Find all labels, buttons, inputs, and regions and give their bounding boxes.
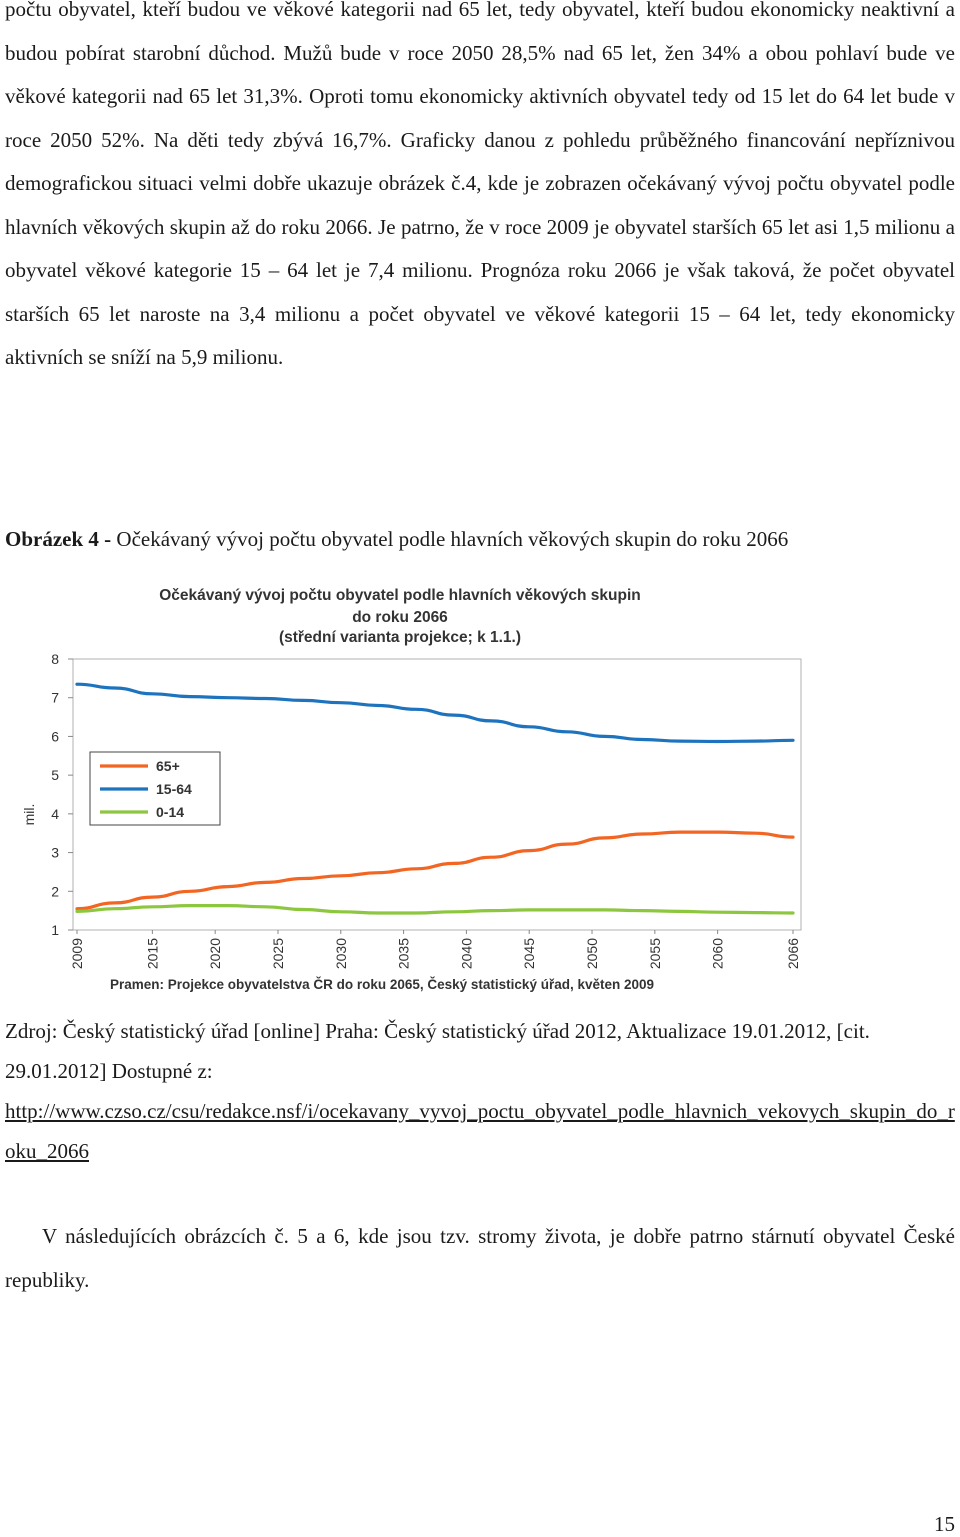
chart-legend bbox=[90, 752, 220, 825]
y-tick-label: 3 bbox=[51, 844, 59, 861]
y-tick-label: 2 bbox=[51, 883, 59, 900]
x-tick-label: 2066 bbox=[785, 938, 801, 970]
y-tick-label: 8 bbox=[51, 651, 59, 667]
page-number: 15 bbox=[934, 1512, 955, 1536]
x-tick-label: 2045 bbox=[521, 938, 538, 970]
chart-title bbox=[159, 587, 641, 646]
y-tick-label: 5 bbox=[51, 767, 59, 784]
body-paragraph-2: V následujících obrázcích č. 5 a 6, kde jsou tzv. stromy života, je dobře patrno stárnutí obyvatel České republiky. bbox=[5, 1224, 955, 1292]
x-tick-label: 2040 bbox=[458, 938, 475, 970]
figure-label: Obrázek 4 - bbox=[5, 527, 117, 551]
figure-caption-text: Očekávaný vývoj počtu obyvatel podle hlavních věkových skupin do roku 2066 bbox=[116, 527, 789, 551]
series-line-65+ bbox=[77, 832, 793, 909]
chart-title-line: Očekávaný vývoj počtu obyvatel podle hlavních věkových skupin bbox=[159, 587, 641, 604]
x-axis bbox=[69, 930, 801, 969]
legend-label: 15-64 bbox=[156, 781, 192, 797]
y-axis-label: mil. bbox=[21, 803, 37, 826]
y-tick-label: 6 bbox=[51, 728, 59, 745]
figure-caption bbox=[5, 527, 788, 552]
chart-source-footer: Pramen: Projekce obyvatelstva ČR do roku 2065, Český statistický úřad, květen 2009 bbox=[110, 977, 655, 992]
source-note bbox=[5, 1011, 955, 1171]
x-tick-label: 2030 bbox=[332, 938, 349, 970]
body-paragraph: počtu obyvatel, kteří budou ve věkové kategorii nad 65 let, tedy obyvatel, kteří budou ekonomicky neaktivní a budou pobírat starobní důchod. Mužů bude v roce 2050 28,5% nad 65 let, žen 34% a obou pohlaví bude ve věkové kategorii nad 65 let 31,3%. Oproti tomu ekonomicky aktivních obyvatel tedy od 15 let do 64 let bude v roce 2050 52%. Na děti tedy zbývá 16,7%. Graficky danou z pohledu průběžného financování nepříznivou demografickou situaci velmi dobře ukazuje obrázek č.4, kde je zobrazen očekávaný vývoj počtu obyvatel podle hlavních věkových skupin až do roku 2066. Je patrno, že v roce 2009 je obyvatel starších 65 let asi 1,5 milionu a obyvatel věkové kategorie 15 – 64 let je 7,4 milionu. Prognóza roku 2066 je však taková, že počet obyvatel starších 65 let naroste na 3,4 milionu a počet obyvatel ve věkové kategorii 15 – 64 let, tedy ekonomicky aktivních se sníží na 5,9 milionu. bbox=[5, 0, 955, 369]
x-tick-label: 2050 bbox=[584, 938, 601, 970]
y-tick-label: 7 bbox=[51, 689, 59, 706]
population-line-chart bbox=[10, 582, 810, 997]
x-tick-label: 2025 bbox=[269, 938, 286, 970]
x-tick-label: 2020 bbox=[207, 938, 224, 970]
source-link[interactable]: http://www.czso.cz/csu/redakce.nsf/i/ocekavany_vyvoj_poctu_obyvatel_podle_hlavnich_vekovych_skupin_do_roku_2066 bbox=[5, 1099, 955, 1163]
source-text: Zdroj: Český statistický úřad [online] Praha: Český statistický úřad 2012, Aktualizace 19.01.2012, [cit. 29.01.2012] Dostupné z: bbox=[5, 1019, 870, 1083]
y-tick-label: 1 bbox=[51, 922, 59, 938]
x-tick-label: 2035 bbox=[395, 938, 412, 970]
chart-footer bbox=[110, 977, 654, 992]
y-tick-label: 4 bbox=[51, 805, 59, 822]
y-axis bbox=[21, 651, 73, 938]
x-tick-label: 2060 bbox=[709, 938, 726, 970]
chart-title-line: do roku 2066 bbox=[352, 609, 448, 626]
chart-title-line: (střední varianta projekce; k 1.1.) bbox=[278, 629, 522, 646]
legend-label: 65+ bbox=[156, 758, 180, 774]
x-tick-label: 2055 bbox=[646, 938, 663, 970]
legend-label: 0-14 bbox=[156, 804, 185, 820]
series-line-15-64 bbox=[77, 684, 793, 741]
x-tick-label: 2009 bbox=[69, 938, 85, 970]
series-line-0-14 bbox=[77, 906, 793, 913]
x-tick-label: 2015 bbox=[144, 938, 161, 970]
